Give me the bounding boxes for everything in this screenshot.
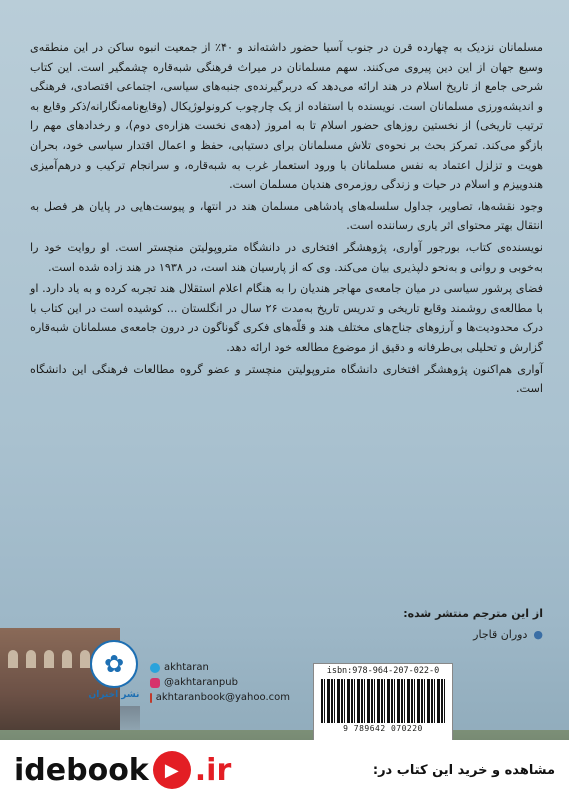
paragraph-3: نویسنده‌ی کتاب، بورجور آواری، پژوهشگر افتخاری در دانشگاه متروپولیتن منچستر است. او روایت خود را به‌خوبی و روانی و به‌نحو دلپذیری بیان می‌کند. وی که از پارسیان هند است، در ۱۹۳۸ در هند زاده شده است.	[30, 240, 543, 274]
back-cover-text	[30, 38, 543, 401]
instagram-handle: @akhtaranpub	[164, 677, 238, 688]
publisher-contacts	[150, 660, 290, 705]
contact-telegram[interactable]	[150, 660, 290, 675]
telegram-handle: akhtaran	[164, 662, 209, 673]
instagram-icon	[150, 678, 160, 688]
paragraph-2: وجود نقشه‌ها، تصاویر، جداول سلسله‌های پادشاهی مسلمان هند در انتها، و پیوست‌هایی در پایان هر فصل به انتقال بهتر محتوای اثر یاری رساننده است.	[30, 199, 543, 233]
also-published-item	[243, 628, 543, 641]
store-cta-text: مشاهده و خرید این کتاب در:	[372, 762, 555, 778]
barcode-bars	[321, 679, 445, 723]
paragraph-5: آواری هم‌اکنون پژوهشگر افتخاری دانشگاه متروپولیتن منچستر و عضو گروه مطالعات فرهنگی این دانشگاه است.	[30, 362, 543, 396]
site-tld: .ir	[194, 752, 232, 788]
barcode-digits: 9 789642 070220	[343, 724, 423, 733]
contact-instagram[interactable]	[150, 675, 290, 690]
email-address: akhtaranbook@yahoo.com	[155, 692, 290, 703]
contact-email[interactable]	[150, 690, 290, 705]
mail-icon	[150, 693, 152, 703]
store-banner[interactable]	[0, 740, 569, 800]
publisher-logo	[84, 640, 144, 712]
bullet-icon: ●	[533, 628, 543, 641]
isbn-barcode	[313, 663, 453, 741]
isbn-label: isbn:978-964-207-022-0	[326, 666, 440, 676]
paragraph-4: فضای پرشور سیاسی در میان جامعه‌ی مهاجر هندیان را به هنگام اعلام استقلال هند تجربه کرده و به یاد دارد. او با مطالعه‌ی روشمند وقایع تاریخی و تدریس تاریخ به‌مدت ۲۶ سال در انگلستان ... کوشیده است در این کتاب با درک محدودیت‌ها و آرزوهای جناح‌های مختلف هند و قلّه‌های فکری گوناگون در درون جامعه‌ی مسلمانان شبه‌قاره گزارش و تحلیلی بی‌طرفانه و دقیق از موضوع مطالعه خود ارائه دهد.	[30, 282, 543, 354]
play-icon: ▶	[153, 751, 191, 789]
paragraph-1: مسلمانان نزدیک به چهارده قرن در جنوب آسیا حضور داشته‌اند و ۴۰٪ از جمعیت انبوه ساکن در این منطقه‌ی وسیع جهان از این دین پیروی می‌کنند. سهم مسلمانان در میراث فرهنگی شبه‌قاره چشمگیر است. این کتاب شرحی جامع از تاریخ اسلام در هند ارائه می‌دهد که دربرگیرنده‌ی جنبه‌های سیاسی، اجتماعی اقتصادی، فرهنگی و اندیشه‌ورزی مسلمانان است. نویسنده با استفاده از یک چارچوب کرونولوژیکال (وقایع‌نامه‌نگارانه/ذکر وقایع به ترتیب تاریخی) از نخستین روزهای حضور اسلام تا به امروز (دهه‌ی نخست هزاره‌ی دوم)، و رخدادهای مهم را بازگو می‌کند. تمرکز بحث بر نحوه‌ی تلاش مسلمانان برای دستیابی، حفظ و اعمال اقتدار سیاسی خود، بحران هویت و تزلزل اعتماد به نفس مسلمانان با ورود استعمار غرب به شبه‌قاره، و سرانجام ترکیب و درهم‌آمیزی هندوییزم و اسلام در حیات و زندگی روزمره‌ی هندیان مسلمان است.	[30, 41, 543, 192]
also-published-item-label: دوران قاجار	[473, 628, 528, 641]
flower-icon: ✿	[90, 640, 138, 688]
store-site-logo[interactable]	[14, 751, 231, 789]
publisher-name: نشر اختران	[88, 690, 140, 700]
telegram-icon	[150, 663, 160, 673]
site-name: idebook	[14, 752, 149, 788]
also-published-title: از این مترجم منتشر شده:	[403, 607, 543, 620]
